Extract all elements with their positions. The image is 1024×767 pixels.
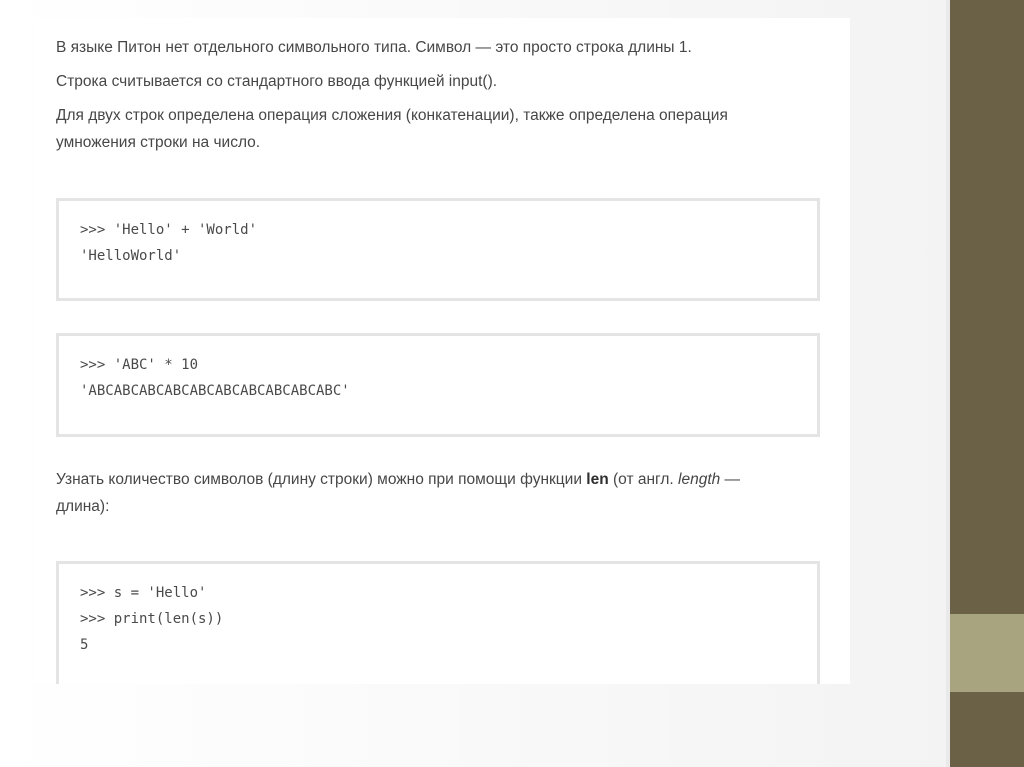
code-block-multiply <box>56 333 820 437</box>
length-term: length <box>678 471 721 488</box>
input-paragraph: Строка считывается со стандартного ввода функцией input(). <box>56 73 498 90</box>
code-block-concat <box>56 198 820 301</box>
content-panel <box>34 18 850 684</box>
concat-paragraph-line1: Для двух строк определена операция сложения (конкатенации), также определена операция <box>56 107 728 124</box>
code-line: >>> 'ABC' * 10 <box>80 357 199 373</box>
len-paragraph-text: Узнать количество символов (длину строки) можно при помощи функции <box>56 471 587 488</box>
concat-paragraph-line2: умножения строки на число. <box>56 134 261 151</box>
code-line: >>> print(len(s)) <box>80 611 224 627</box>
code-block-len <box>56 561 820 684</box>
code-line: 'HelloWorld' <box>80 248 182 264</box>
sidebar-accent-block <box>950 614 1024 692</box>
intro-paragraph: В языке Питон нет отдельного символьного типа. Символ — это просто строка длины 1. <box>56 39 692 56</box>
len-paragraph <box>56 466 836 520</box>
len-function-name: len <box>586 471 609 488</box>
len-paragraph-line2: длина): <box>56 498 110 515</box>
code-line: >>> 'Hello' + 'World' <box>80 222 258 238</box>
len-paragraph-middle: (от англ. <box>608 471 679 488</box>
code-line: 5 <box>80 637 89 653</box>
code-line: 'ABCABCABCABCABCABCABCABCABCABC' <box>80 383 350 399</box>
len-paragraph-dash: — <box>720 471 741 488</box>
code-line: >>> s = 'Hello' <box>80 585 207 601</box>
concat-paragraph <box>56 102 836 156</box>
